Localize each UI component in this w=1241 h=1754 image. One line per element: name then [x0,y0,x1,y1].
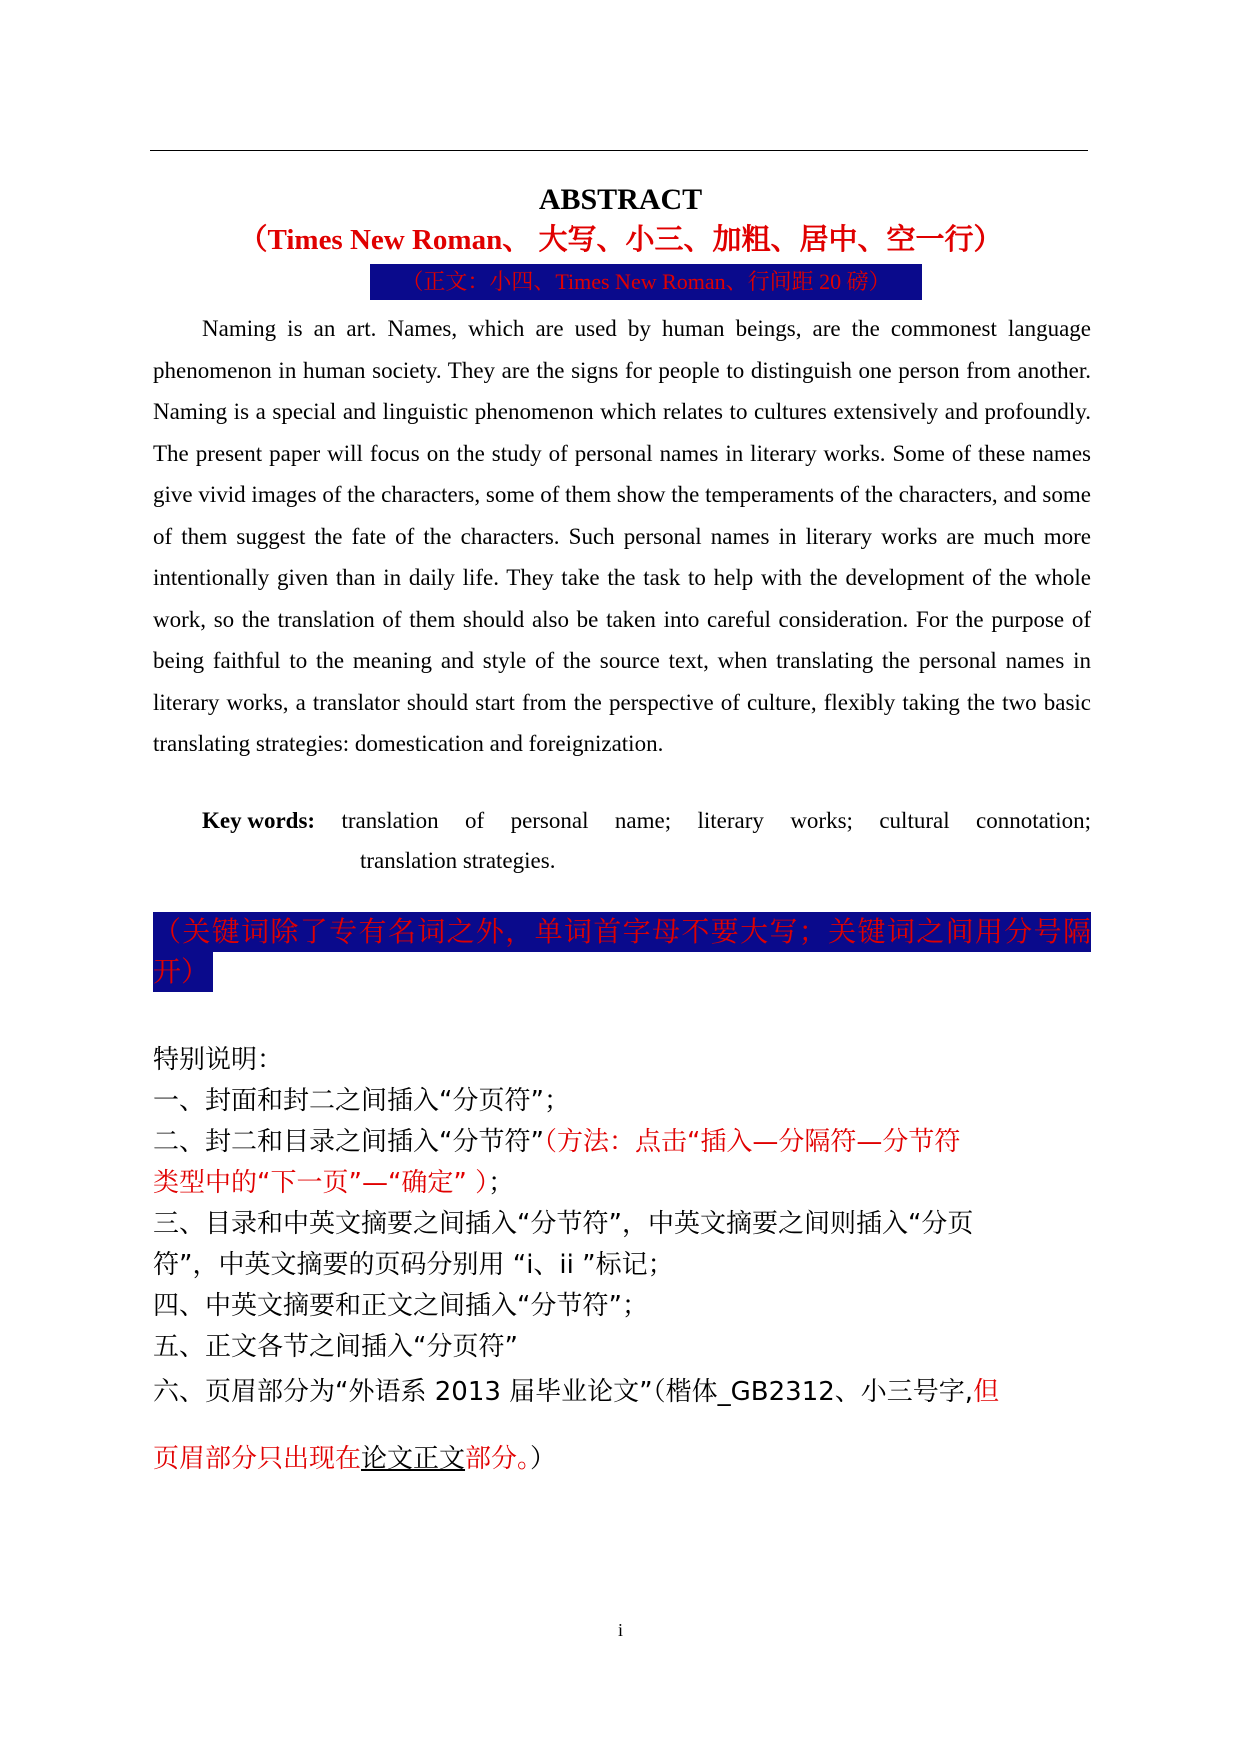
note-item-1: 一、封面和封二之间插入“分页符”； [153,1086,570,1116]
note-item-6-continued [153,1439,1091,1480]
note-item-2-text: 二、封二和目录之间插入“分节符” [153,1127,544,1157]
keywords-line-1 [202,801,1091,841]
abstract-paragraph: Naming is an art. Names, which are used by human beings, are the commonest language phenomenon in human society. They are the signs for people to distinguish one person from another. Naming is a special and linguistic phenomenon which relates to cultures extensively and profoundly. The present paper will focus on the study of personal names in literary works. Some of these names give vivid images of the characters, some of them show the temperaments of the characters, and some of them suggest the fate of the characters. Such personal names in literary works are much more intentionally given than in daily life. They take the task to help with the development of the whole work, so the translation of them should also be taken into careful consideration. For the purpose of being faithful to the meaning and style of the source text, when translating the personal names in literary works, a translator should start from the perspective of culture, flexibly taking the two basic translating strategies: domestication and foreignization. [153,316,1091,756]
note-item-3-continued: 符”，中英文摘要的页码分别用 “i、ii ”标记； [153,1250,674,1280]
keyword-word: translation [341,808,439,833]
keyword-word: works; [790,808,853,833]
abstract-body [153,308,1091,765]
note-item-6 [153,1372,1091,1413]
special-notes [153,1040,1091,1480]
keyword-note [153,912,1091,952]
body-format-note: （正文：小四、Times New Roman、行间距 20 磅） [370,264,922,300]
note-item-6-red-end: 部分。 [465,1444,531,1474]
format-note: （Times New Roman、 大写、小三、加粗、居中、空一行） [238,224,1003,256]
keywords-line-2: translation strategies. [360,848,556,873]
keywords-label: Key words: [202,808,316,833]
keyword-word: name; [614,808,672,833]
note-item-2-method-cont: 类型中的“下一页”—“确定” ） [153,1168,489,1198]
notes-heading: 特别说明： [153,1045,284,1075]
note-item-2-end: ； [488,1168,515,1198]
note-item-6-red: 但 [973,1377,1000,1407]
keyword-word: of [464,808,485,833]
note-item-2-method: （方法：点击“插入—分隔符—分节符 [543,1127,961,1157]
note-item-5: 五、正文各节之间插入“分页符” [153,1332,518,1362]
abstract-title: ABSTRACT [538,183,703,216]
keyword-word: connotation; [976,808,1091,833]
note-item-6-red-cont: 页眉部分只出现在 [153,1444,362,1474]
note-item-2 [153,1122,1091,1163]
note-item-6-close: ） [530,1444,557,1474]
keyword-note-line-1: （关键词除了专有名词之外，单词首字母不要大写；关键词之间用分号隔 [153,915,1091,948]
header-rule [150,150,1088,151]
keyword-word: literary [697,808,764,833]
keyword-note-line-2: 开） [153,952,213,992]
note-item-6-underlined: 论文正文 [361,1444,466,1474]
keyword-word: cultural [879,808,950,833]
note-item-4: 四、中英文摘要和正文之间插入“分节符”； [153,1291,648,1321]
keyword-word: personal [510,808,589,833]
note-item-3: 三、目录和中英文摘要之间插入“分节符”，中英文摘要之间则插入“分页 [153,1209,974,1239]
keywords [202,801,1091,881]
note-item-6-text: 六、页眉部分为“外语系 2013 届毕业论文”（楷体_GB2312、小三号字, [153,1377,974,1407]
note-item-2-continued [153,1163,1091,1204]
page-number: i [617,1620,623,1640]
